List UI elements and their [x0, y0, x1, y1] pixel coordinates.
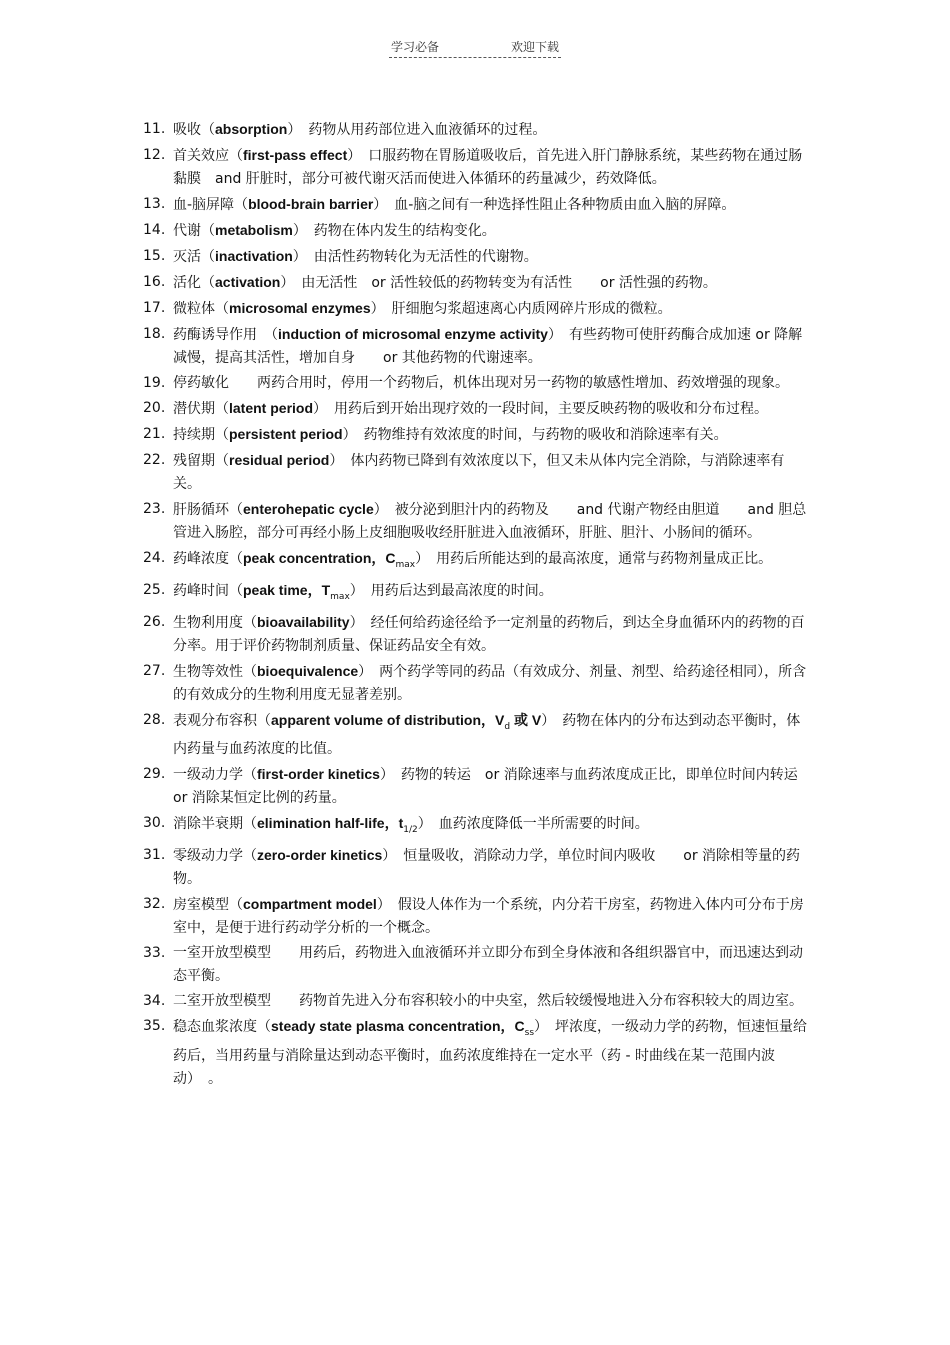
term-cn: 一级动力学（	[173, 767, 257, 784]
glossary-item	[143, 844, 811, 891]
term-symbol-subscript: ss	[524, 1027, 535, 1038]
term-symbol: t	[398, 815, 404, 832]
term-cn: 二室开放型模型	[173, 993, 271, 1010]
item-text	[173, 763, 811, 810]
definition: ） 口服药物在胃肠道吸收后，首先进入肝门静脉系统，某些药物在通过肠黏膜 and 肝脏时，部分可被代谢灭活而使进入体循环的药量减少，药效降低。	[173, 148, 803, 187]
item-text	[173, 144, 811, 191]
item-text	[173, 118, 811, 142]
definition: ） 药物维持有效浓度的时间，与药物的吸收和消除速率有关。	[342, 427, 728, 443]
term-en: apparent volume of distribution，	[271, 711, 496, 728]
glossary-item	[143, 323, 811, 370]
definition: ） 用药后到开始出现疗效的一段时间，主要反映药物的吸收和分布过程。	[313, 401, 769, 417]
item-text	[173, 271, 811, 295]
definition: ） 体内药物已降到有效浓度以下，但又未从体内完全消除，与消除速率有关。	[173, 453, 785, 492]
term-symbol: T	[321, 581, 331, 598]
glossary-item	[143, 579, 811, 609]
item-number: 27.	[143, 662, 166, 679]
term-en: blood-brain barrier	[248, 196, 374, 212]
definition: 用药后，药物进入血液循环并立即分布到全身体液和各组织器官中，而迅速达到动态平衡。	[173, 945, 803, 985]
term-en: activation	[215, 274, 281, 290]
item-text	[173, 844, 811, 891]
item-number: 19.	[143, 375, 166, 391]
item-number: 28.	[143, 711, 166, 728]
term-cn: 代谢（	[173, 223, 215, 239]
definition: ） 用药后达到最高浓度的时间。	[349, 582, 553, 599]
glossary-item	[143, 709, 811, 762]
header-left-text: 学习必备	[390, 40, 439, 54]
item-text	[173, 245, 811, 269]
glossary-item	[143, 893, 811, 940]
glossary-item	[143, 812, 811, 842]
item-text	[173, 812, 811, 842]
item-number: 35.	[143, 1018, 166, 1035]
term-cn: 活化（	[173, 275, 215, 291]
definition: ） 由活性药物转化为无活性的代谢物。	[292, 249, 538, 265]
definition: ） 药物在体内发生的结构变化。	[292, 223, 496, 239]
term-en: peak concentration，	[243, 550, 386, 566]
term-cn: 首关效应（	[173, 148, 243, 164]
item-number: 32.	[143, 896, 166, 913]
item-number: 15.	[143, 248, 166, 264]
term-cn: 药峰浓度（	[173, 551, 243, 567]
glossary-item	[143, 763, 811, 810]
glossary-item	[143, 423, 811, 447]
term-cn: 零级动力学（	[173, 848, 257, 865]
term-symbol-subscript: 1/2	[403, 825, 418, 836]
definition: ） 经任何给药途径给予一定剂量的药物后，到达全身血循环内的药物的百分率。用于评价药物制剂质量、保证药品安全有效。	[173, 614, 805, 654]
glossary-list	[143, 118, 811, 1093]
term-en: first-order kinetics	[257, 766, 380, 783]
term-cn: 潜伏期（	[173, 401, 229, 417]
term-en: inactivation	[215, 248, 293, 264]
glossary-item	[143, 193, 811, 217]
term-symbol: C	[514, 1018, 525, 1035]
item-number: 30.	[143, 815, 166, 832]
term-symbol-subscript: d	[504, 721, 511, 732]
term-cn: 持续期（	[173, 427, 229, 443]
glossary-item	[143, 547, 811, 577]
item-number: 17.	[143, 300, 166, 316]
item-text	[173, 219, 811, 243]
item-text	[173, 660, 811, 707]
term-en: residual period	[229, 452, 330, 468]
term-cn: 药酶诱导作用 （	[173, 327, 278, 343]
glossary-item	[143, 397, 811, 421]
item-number: 13.	[143, 196, 166, 212]
term-cn: 血-脑屏障（	[173, 197, 249, 213]
item-text	[173, 709, 811, 762]
term-cn: 消除半衰期（	[173, 816, 257, 833]
term-cn: 生物利用度（	[173, 614, 257, 631]
item-text	[173, 297, 811, 321]
item-number: 14.	[143, 222, 166, 238]
glossary-item	[143, 219, 811, 243]
glossary-item	[143, 498, 811, 545]
item-text	[173, 449, 811, 496]
definition: ） 两个药学等同的药品（有效成分、剂量、剂型、给药途径相同），所含的有效成分的生物利用度无显著差别。	[173, 663, 807, 703]
item-number: 22.	[143, 452, 166, 468]
term-en: bioavailability	[257, 613, 350, 630]
term-cn: 停药敏化	[173, 375, 229, 391]
term-symbol-subscript: max	[395, 559, 416, 570]
term-cn: 表观分布容积（	[173, 712, 271, 729]
item-number: 11.	[143, 121, 166, 137]
glossary-item	[143, 1015, 811, 1091]
item-number: 21.	[143, 426, 166, 442]
definition: ） 药物从用药部位进入血液循环的过程。	[287, 122, 547, 138]
item-number: 23.	[143, 501, 166, 517]
item-number: 12.	[143, 147, 166, 163]
glossary-item	[143, 245, 811, 269]
term-en: persistent period	[229, 426, 343, 442]
term-cn: 生物等效性（	[173, 663, 257, 680]
item-text	[173, 423, 811, 447]
glossary-item	[143, 118, 811, 142]
item-text	[173, 893, 811, 940]
glossary-item	[143, 271, 811, 295]
glossary-item	[143, 372, 811, 395]
item-number: 25.	[143, 581, 166, 598]
term-en: metabolism	[215, 222, 293, 238]
item-number: 16.	[143, 274, 166, 290]
item-number: 31.	[143, 847, 166, 864]
definition: ） 用药后所能达到的最高浓度，通常与药物剂量成正比。	[415, 551, 773, 567]
definition: ） 由无活性 or 活性较低的药物转变为有活性 or 活性强的药物。	[280, 275, 717, 291]
glossary-item	[143, 660, 811, 707]
term-en: compartment model	[243, 896, 377, 913]
definition: ） 药物的转运 or 消除速率与血药浓度成正比，即单位时间内转运 or 消除某恒定比例的药量。	[173, 767, 812, 807]
item-text	[173, 1015, 811, 1091]
term-cn: 吸收（	[173, 122, 215, 138]
term-en: absorption	[215, 121, 288, 137]
term-en: bioequivalence	[257, 662, 359, 679]
term-symbol-subscript: max	[330, 591, 350, 602]
definition: ） 坪浓度，一级动力学的药物，恒速恒量给药后，当用药量与消除量达到动态平衡时，血药浓度维持在一定水平（药 - 时曲线在某一范围内波动） 。	[173, 1019, 808, 1087]
definition: ） 肝细胞匀浆超速离心内质网碎片形成的微粒。	[370, 301, 672, 317]
item-number: 24.	[143, 550, 166, 566]
term-cn: 药峰时间（	[173, 582, 243, 599]
term-symbol-alt: 或 V	[510, 711, 542, 728]
term-cn: 灭活（	[173, 249, 215, 265]
item-text	[173, 372, 811, 395]
item-number: 20.	[143, 400, 166, 416]
definition: ） 有些药物可使肝药酶合成加速 or 降解减慢，提高其活性，增加自身 or 其他药物的代谢速率。	[173, 327, 803, 366]
item-number: 26.	[143, 613, 166, 630]
term-en: zero-order kinetics	[257, 847, 383, 864]
term-en: latent period	[229, 400, 314, 416]
term-en: peak time，	[243, 581, 322, 598]
item-text	[173, 579, 811, 609]
item-text	[173, 498, 811, 545]
term-cn: 一室开放型模型	[173, 945, 271, 962]
term-symbol: C	[385, 550, 396, 566]
item-number: 29.	[143, 766, 166, 783]
glossary-item	[143, 144, 811, 191]
page-header	[0, 38, 950, 58]
glossary-item	[143, 611, 811, 658]
header-right-text: 欢迎下载	[511, 40, 560, 54]
term-en: microsomal enzymes	[229, 300, 371, 316]
item-number: 18.	[143, 326, 166, 342]
term-en: first-pass effect	[243, 147, 348, 163]
item-text	[173, 942, 811, 988]
item-text	[173, 990, 811, 1013]
definition: ） 血-脑之间有一种选择性阻止各种物质由血入脑的屏障。	[373, 197, 736, 213]
term-symbol: V	[495, 711, 505, 728]
glossary-item	[143, 942, 811, 988]
definition: ） 假设人体作为一个系统，内分若干房室，药物进入体内可分布于房室中，是便于进行药动学分析的一个概念。	[173, 897, 804, 937]
definition: ） 药物在体内的分布达到动态平衡时，体内药量与血药浓度的比值。	[173, 712, 801, 758]
term-cn: 肝肠循环（	[173, 502, 243, 518]
glossary-item	[143, 990, 811, 1013]
term-cn: 稳态血浆浓度（	[173, 1019, 271, 1036]
item-text	[173, 323, 811, 370]
term-en: elimination half-life，	[257, 815, 399, 832]
definition: ） 血药浓度降低一半所需要的时间。	[417, 816, 649, 833]
definition: 两药合用时，停用一个药物后，机体出现对另一药物的敏感性增加、药效增强的现象。	[229, 375, 789, 391]
term-cn: 微粒体（	[173, 301, 229, 317]
item-text	[173, 611, 811, 658]
term-cn: 残留期（	[173, 453, 229, 469]
item-text	[173, 397, 811, 421]
item-number: 33.	[143, 945, 166, 962]
glossary-item	[143, 297, 811, 321]
term-en: induction of microsomal enzyme activity	[278, 326, 548, 342]
item-number: 34.	[143, 993, 166, 1010]
definition: ） 恒量吸收，消除动力学，单位时间内吸收 or 消除相等量的药物。	[173, 848, 801, 888]
definition: 药物首先进入分布容积较小的中央室，然后较缓慢地进入分布容积较大的周边室。	[271, 993, 803, 1010]
term-en: enterohepatic cycle	[243, 501, 374, 517]
definition: ） 被分泌到胆汁内的药物及 and 代谢产物经由胆道 and 胆总管进入肠腔，部分可再经小肠上皮细胞吸收经肝脏进入血液循环，肝脏、胆汁、小肠间的循环。	[173, 502, 807, 541]
item-text	[173, 193, 811, 217]
item-text	[173, 547, 811, 577]
term-en: steady state plasma concentration，	[271, 1018, 515, 1035]
glossary-item	[143, 449, 811, 496]
term-cn: 房室模型（	[173, 897, 243, 914]
